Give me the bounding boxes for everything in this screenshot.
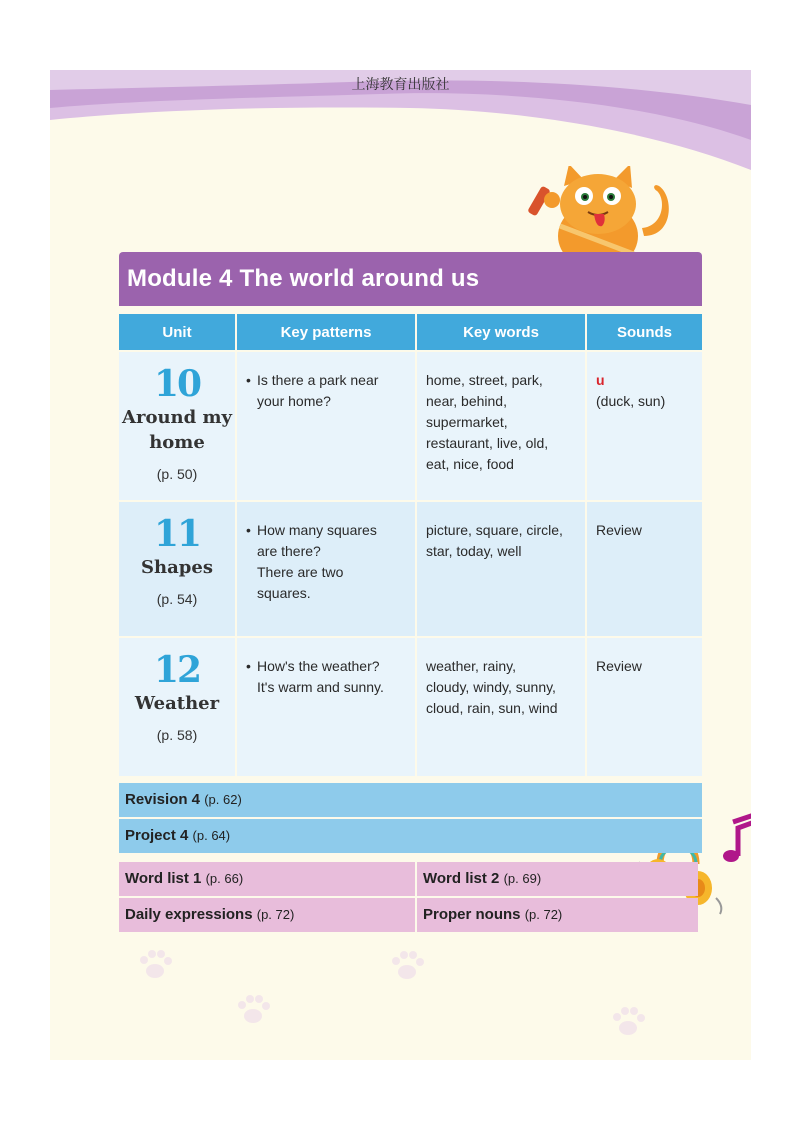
table-row xyxy=(119,636,702,776)
sounds-cell xyxy=(587,352,702,500)
key-words-cell xyxy=(417,502,587,636)
unit-number: 10 xyxy=(153,363,201,405)
table-row xyxy=(119,500,702,636)
paw-print-icon xyxy=(608,1002,648,1042)
header-key-words: Key words xyxy=(417,314,587,350)
sound-review: Review xyxy=(596,658,642,674)
word-line: supermarket, xyxy=(426,414,508,430)
unit-name: Around my xyxy=(122,407,232,428)
extra-label: Word list 1 xyxy=(125,870,202,887)
word-list-2-item xyxy=(417,862,698,896)
extra-label: Word list 2 xyxy=(423,870,500,887)
word-line: eat, nice, food xyxy=(426,456,514,472)
key-patterns-cell: • How's the weather? It's warm and sunny. xyxy=(237,638,417,776)
pattern-text: It's warm and sunny. xyxy=(257,679,384,695)
unit-cell xyxy=(119,352,237,500)
paw-print-icon xyxy=(387,946,427,986)
extras-row xyxy=(119,862,698,896)
sounds-cell xyxy=(587,638,702,776)
table-header xyxy=(119,314,702,350)
project-page: (p. 64) xyxy=(192,828,231,843)
extra-label: Proper nouns xyxy=(423,906,521,923)
daily-expressions-item xyxy=(119,898,417,932)
cat-mascot-illustration xyxy=(524,166,684,266)
unit-name: Weather xyxy=(134,693,220,714)
revision-page: (p. 62) xyxy=(204,792,242,807)
proper-nouns-item xyxy=(417,898,698,932)
unit-cell xyxy=(119,502,237,636)
key-words-cell xyxy=(417,352,587,500)
header-key-patterns: Key patterns xyxy=(237,314,417,350)
revision-label: Revision 4 xyxy=(125,791,201,808)
unit-name: home xyxy=(149,432,205,453)
word-line: cloudy, windy, sunny, xyxy=(426,679,556,695)
unit-number: 11 xyxy=(153,513,201,555)
sound-letter: u xyxy=(596,372,605,388)
word-line: picture, square, circle, xyxy=(426,522,563,538)
unit-page: (p. 54) xyxy=(156,591,198,607)
contents-table xyxy=(119,314,702,776)
table-row xyxy=(119,350,702,500)
word-line: star, today, well xyxy=(426,543,522,559)
unit-number: 12 xyxy=(153,649,201,691)
unit-cell xyxy=(119,638,237,776)
pattern-text: your home? xyxy=(257,393,331,409)
sound-review: Review xyxy=(596,522,642,538)
pattern-text: There are two xyxy=(257,564,344,580)
paw-print-icon xyxy=(233,990,273,1030)
revision-row xyxy=(119,783,702,817)
extra-page: (p. 72) xyxy=(256,907,295,922)
sounds-cell xyxy=(587,502,702,636)
extras-grid xyxy=(119,862,698,934)
key-words-cell xyxy=(417,638,587,776)
word-line: weather, rainy, xyxy=(426,658,517,674)
pattern-text: squares. xyxy=(257,585,311,601)
extra-label: Daily expressions xyxy=(125,906,253,923)
word-line: near, behind, xyxy=(426,393,507,409)
unit-name: Shapes xyxy=(141,557,213,578)
publisher-name: 上海教育出版社 xyxy=(351,77,450,93)
extras-row xyxy=(119,898,698,932)
header-sounds: Sounds xyxy=(587,314,702,350)
unit-page: (p. 58) xyxy=(156,727,198,743)
key-patterns-cell: • Is there a park near your home? xyxy=(237,352,417,500)
key-patterns-cell: • How many squares are there? There are two squares. xyxy=(237,502,417,636)
extra-page: (p. 66) xyxy=(205,871,244,886)
unit-page: (p. 50) xyxy=(156,466,198,482)
project-label: Project 4 xyxy=(125,827,189,844)
word-line: restaurant, live, old, xyxy=(426,435,549,451)
header-unit: Unit xyxy=(119,314,237,350)
extra-page: (p. 69) xyxy=(503,871,542,886)
word-line: home, street, park, xyxy=(426,372,543,388)
word-list-1-item xyxy=(119,862,417,896)
pattern-text: How many squares xyxy=(257,522,377,538)
project-row xyxy=(119,819,702,853)
pattern-text: How's the weather? xyxy=(257,658,380,674)
contents-page xyxy=(50,70,751,1060)
pattern-text: Is there a park near xyxy=(257,372,379,388)
paw-print-icon xyxy=(135,945,175,985)
extra-page: (p. 72) xyxy=(524,907,563,922)
word-line: cloud, rain, sun, wind xyxy=(426,700,558,716)
module-title: Module 4 The world around us xyxy=(119,252,702,306)
pattern-text: are there? xyxy=(257,543,321,559)
sound-example: (duck, sun) xyxy=(596,393,666,409)
